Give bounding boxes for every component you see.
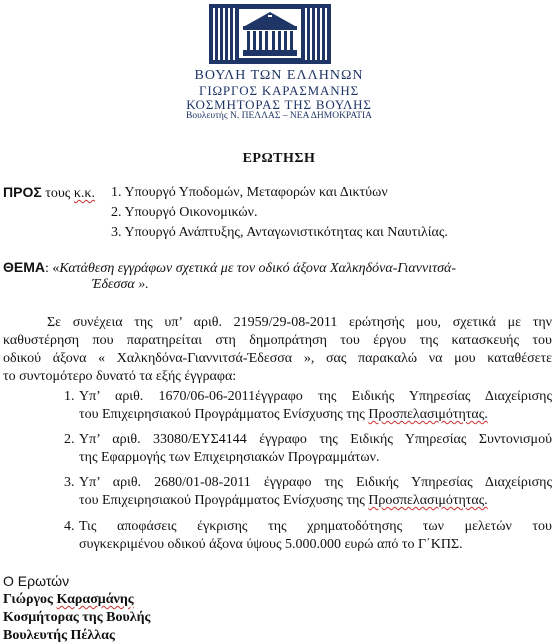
- document-text-part: του Επιχειρησιακού Προγράμματος Ενίσχυσης της: [79, 493, 369, 508]
- signature-last-name: Καρασμάνης: [56, 592, 134, 607]
- subject-line: [3, 259, 456, 277]
- recipients-line: [3, 184, 95, 202]
- signature-closing: Ο Ερωτών: [3, 573, 70, 589]
- recipient-text: Υπουργό Υποδομών, Μεταφορών και Δικτύων: [124, 185, 388, 200]
- document-title: ΕΡΩΤΗΣΗ: [242, 151, 316, 166]
- document-text: Υπ’ αριθ. 2680/01-08-2011 έγγραφο της Ειδικής Υπηρεσίας Διαχείρισης: [79, 475, 552, 490]
- letterhead-name: ΓΙΩΡΓΟΣ ΚΑΡΑΣΜΑΝΗΣ: [199, 83, 359, 98]
- letterhead-role: ΚΟΣΜΗΤΟΡΑΣ ΤΗΣ ΒΟΥΛΗΣ: [186, 97, 372, 112]
- body-line: Σε συνέχεια της υπ’ αριθ. 21959/29-08-2011 ερώτησής μου, σχετικά με την: [47, 315, 552, 330]
- subject-label: ΘΕΜΑ: [3, 259, 45, 275]
- document-text: Υπ’ αριθ. 33080/ΕΥΣ4144 έγγραφο της Ειδικής Υπηρεσίας Συντονισμού: [79, 432, 552, 447]
- letterhead-organization: ΒΟΥΛΗ ΤΩΝ ΕΛΛΗΝΩΝ: [194, 68, 364, 83]
- recipient-text: Υπουργό Ανάπτυξης, Ανταγωνιστικότητας και Ναυτιλίας.: [124, 225, 448, 240]
- signature-constituency: Βουλευτής Πέλλας: [3, 628, 115, 643]
- document-text: [79, 406, 488, 423]
- document-text-part: Προσπελασιμότητας.: [368, 493, 488, 508]
- body-line: καθυστέρηση που παρατηρείται στη δημοπράτηση του έργου της κατασκευής του: [3, 333, 552, 348]
- recipient-number: 2.: [111, 205, 122, 220]
- letterhead-subtitle: Βουλευτής Ν. ΠΕΛΛΑΣ – ΝΕΑ ΔΗΜΟΚΡΑΤΙΑ: [185, 111, 372, 121]
- document-number: 3.: [64, 475, 75, 490]
- document-text-part: Προσπελασιμότητας.: [368, 407, 488, 422]
- document-text: Τις αποφάσεις έγκρισης της χρηματοδότησης των μελετών του: [79, 519, 552, 534]
- recipients-prefix: τους: [45, 186, 71, 201]
- recipient-number: 1.: [111, 185, 122, 200]
- recipient-item: [111, 204, 257, 221]
- document-text: της Εφαρμογής των Επιχειρησιακών Προγραμμάτων.: [79, 450, 380, 465]
- body-line: οδικού άξονα « Χαλκηδόνα-Γιαννιτσά-Έδεσσα », σας παρακαλώ να μου καταθέσετε: [3, 351, 552, 366]
- signature-role: Κοσμήτορας της Βουλής: [3, 610, 151, 625]
- document-number: 4.: [64, 519, 75, 534]
- document-text: [79, 492, 488, 509]
- recipient-text: Υπουργό Οικονομικών.: [124, 205, 258, 220]
- recipient-item: [111, 224, 448, 241]
- parliament-emblem-icon: [205, 2, 335, 67]
- recipient-number: 3.: [111, 225, 122, 240]
- document-text-part: του Επιχειρησιακού Προγράμματος Ενίσχυσης της: [79, 407, 369, 422]
- document-text: συγκεκριμένου οδικού άξονα ύψους 5.000.000 ευρώ από το Γ΄ΚΠΣ.: [79, 537, 463, 552]
- subject-text-line2: Έδεσσα ».: [92, 277, 149, 292]
- signature-name: [3, 591, 134, 608]
- subject-text-line1: Κατάθεση εγγράφων σχετικά με τον οδικό άξονα Χαλκηδόνα-Γιαννιτσά-: [59, 261, 457, 276]
- body-line: το συντομότερο δυνατό τα εξής έγγραφα:: [3, 369, 237, 384]
- document-text: Υπ’ αριθ. 1670/06-06-2011έγγραφο της Ειδικής Υπηρεσίας Διαχείρισης: [79, 389, 552, 404]
- document-number: 2.: [64, 432, 75, 447]
- subject-separator: : «: [45, 261, 60, 276]
- recipient-item: [111, 184, 388, 201]
- signature-first-name: Γιώργος: [3, 592, 57, 607]
- recipients-label: ΠΡΟΣ: [3, 184, 42, 200]
- document-number: 1.: [64, 389, 75, 404]
- recipients-kk: κ.κ.: [73, 186, 95, 201]
